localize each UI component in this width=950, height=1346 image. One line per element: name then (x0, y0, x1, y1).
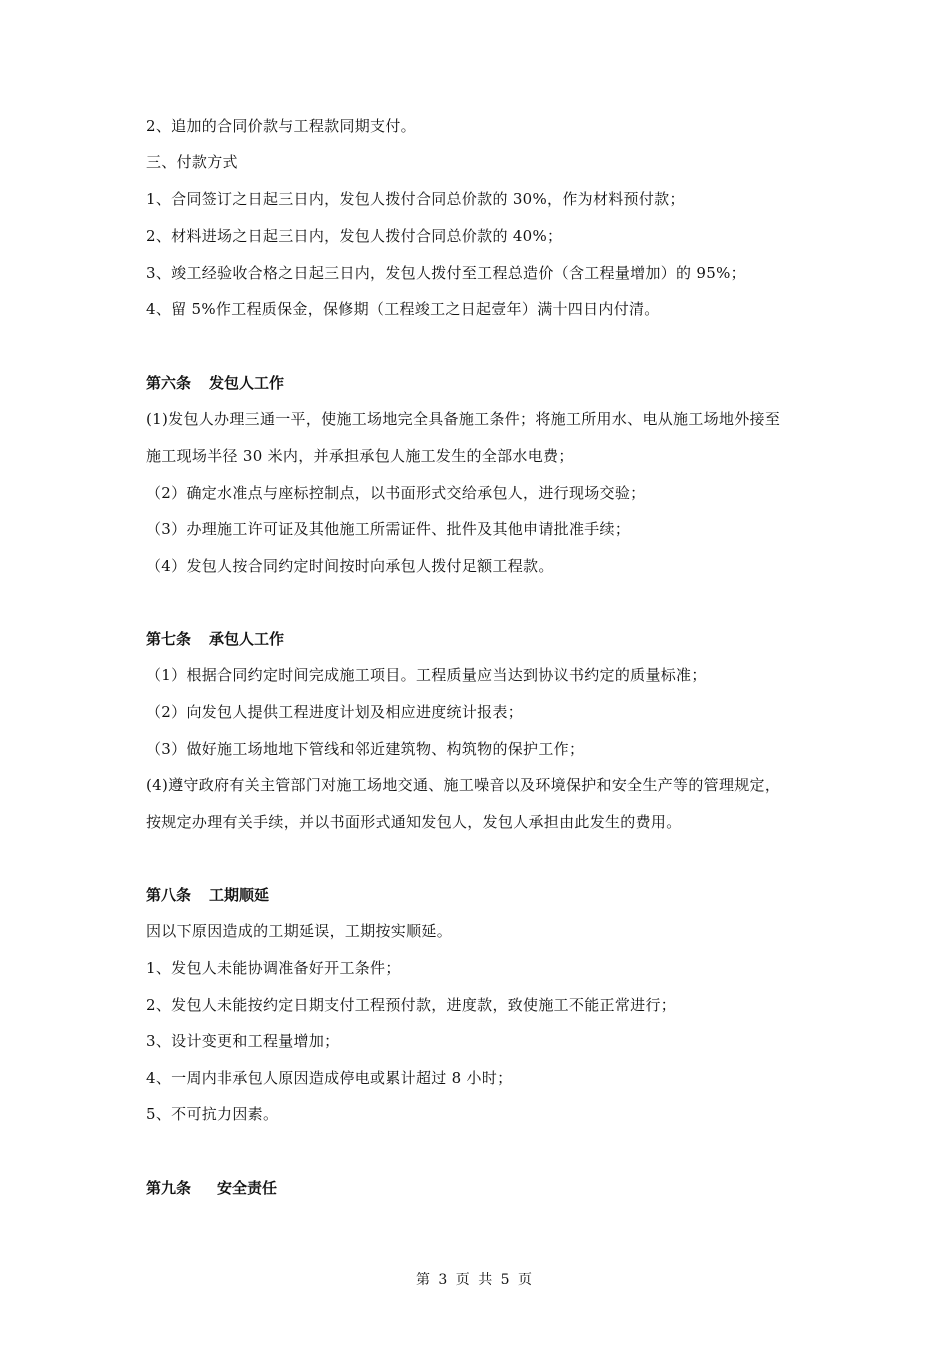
page-number-footer: 第 3 页 共 5 页 (415, 1272, 535, 1288)
payment-item: 1、合同签订之日起三日内，发包人拨付合同总价款的 30%，作为材料预付款； (146, 190, 685, 208)
article-number: 第六条 (146, 374, 192, 392)
list-item: 1、发包人未能协调准备好开工条件； (146, 959, 401, 977)
article-title: 安全责任 (217, 1179, 278, 1197)
paragraph: （4）发包人按合同约定时间按时向承包人拨付足额工程款。 (146, 557, 554, 575)
article-7-heading (146, 629, 284, 649)
paragraph: （2）向发包人提供工程进度计划及相应进度统计报表； (146, 703, 524, 721)
article-number: 第八条 (146, 886, 192, 904)
paragraph: 施工现场半径 30 米内，并承担承包人施工发生的全部水电费； (146, 447, 574, 465)
paragraph: 因以下原因造成的工期延误，工期按实顺延。 (146, 922, 453, 940)
article-9-heading (146, 1178, 277, 1198)
list-item: 5、不可抗力因素。 (146, 1105, 279, 1123)
article-title: 承包人工作 (209, 630, 285, 648)
article-number: 第七条 (146, 630, 192, 648)
paragraph: （2）确定水准点与座标控制点，以书面形式交给承包人，进行现场交验； (146, 484, 646, 502)
list-item: 2、发包人未能按约定日期支付工程预付款，进度款，致使施工不能正常进行； (146, 996, 677, 1014)
payment-item: 2、材料进场之日起三日内，发包人拨付合同总价款的 40%； (146, 227, 563, 245)
list-item: 3、设计变更和工程量增加； (146, 1032, 340, 1050)
paragraph: 2、追加的合同价款与工程款同期支付。 (146, 117, 416, 135)
list-item: 4、一周内非承包人原因造成停电或累计超过 8 小时； (146, 1069, 513, 1087)
article-number: 第九条 (146, 1179, 192, 1197)
article-6-heading (146, 373, 284, 393)
article-8-heading (146, 885, 269, 905)
article-title: 工期顺延 (209, 886, 270, 904)
paragraph: （1）根据合同约定时间完成施工项目。工程质量应当达到协议书约定的质量标准； (146, 666, 707, 684)
paragraph: (4)遵守政府有关主管部门对施工场地交通、施工噪音以及环境保护和安全生产等的管理规定， (146, 776, 781, 794)
payment-method-heading: 三、付款方式 (146, 153, 238, 171)
paragraph: (1)发包人办理三通一平，使施工场地完全具备施工条件；将施工所用水、电从施工场地外接至 (146, 410, 781, 428)
paragraph: （3）做好施工场地地下管线和邻近建筑物、构筑物的保护工作； (146, 740, 585, 758)
paragraph: （3）办理施工许可证及其他施工所需证件、批件及其他申请批准手续； (146, 520, 631, 538)
payment-item: 4、留 5%作工程质保金，保修期（工程竣工之日起壹年）满十四日内付清。 (146, 300, 660, 318)
payment-item: 3、竣工经验收合格之日起三日内，发包人拨付至工程总造价（含工程量增加）的 95%； (146, 264, 746, 282)
paragraph: 按规定办理有关手续，并以书面形式通知发包人，发包人承担由此发生的费用。 (146, 813, 682, 831)
article-title: 发包人工作 (209, 374, 285, 392)
